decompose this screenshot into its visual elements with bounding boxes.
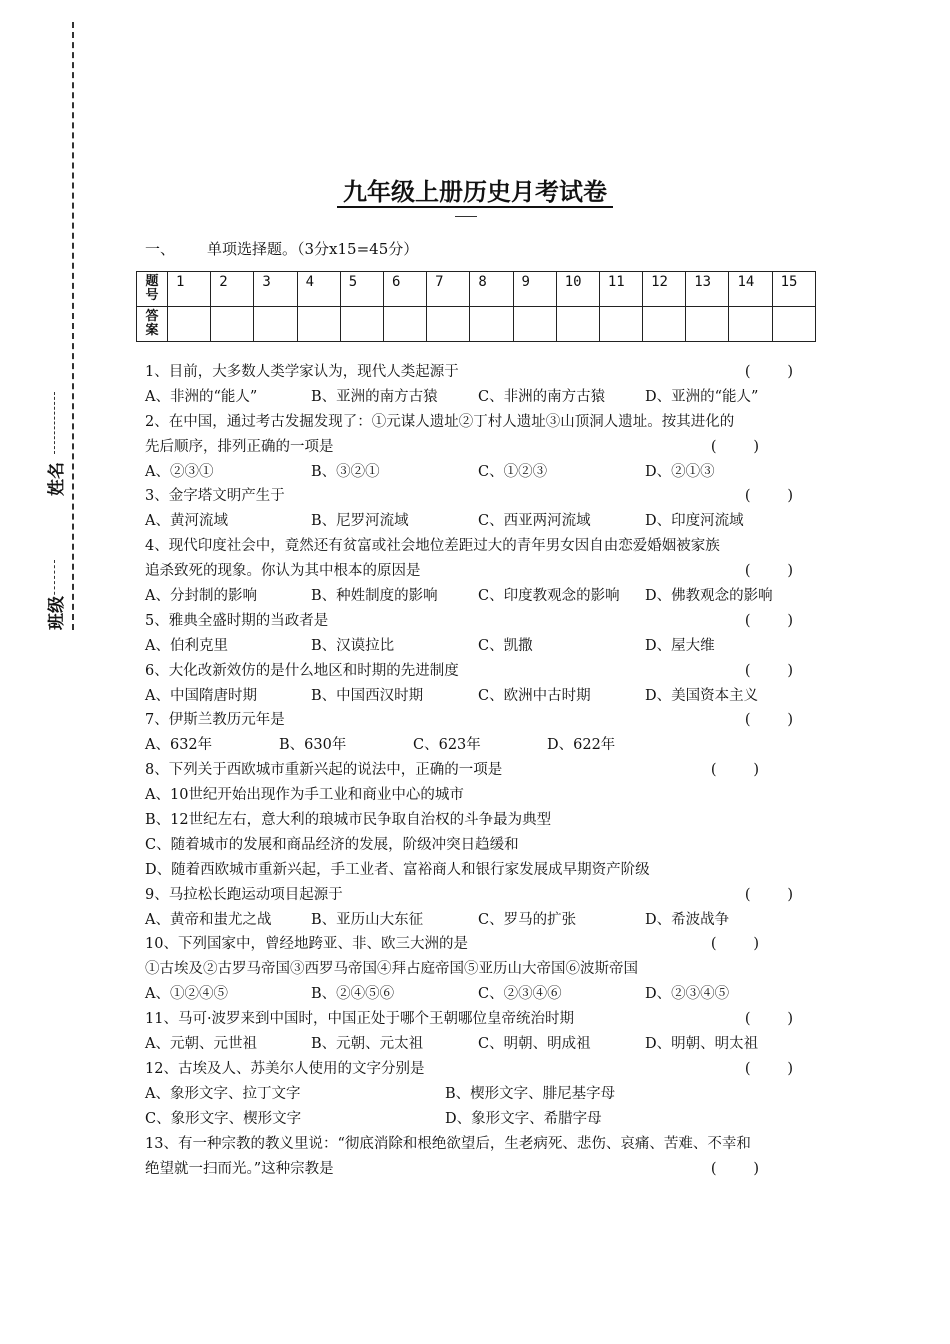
answer-blank[interactable]: ( ) (744, 1060, 793, 1077)
page-title-wrap (0, 172, 950, 207)
option-line (145, 982, 815, 1007)
question-number-cell: 14 (729, 272, 772, 307)
answer-option: C、欧洲中古时期 (478, 687, 591, 704)
section-heading (145, 238, 418, 259)
answer-option: D、象形文字、希腊字母 (445, 1110, 602, 1127)
class-blank[interactable] (54, 560, 55, 600)
question-list (145, 360, 815, 1181)
answer-option: A、黄帝和蚩尤之战 (145, 911, 272, 928)
option-line (145, 1032, 815, 1057)
question-line (145, 883, 815, 908)
question-number-cell: 3 (254, 272, 297, 307)
option-line (145, 908, 815, 933)
answer-blank[interactable]: ( ) (744, 712, 793, 729)
question-line (145, 957, 815, 982)
question-line (145, 559, 815, 584)
answer-option: C、西亚两河流域 (478, 513, 591, 530)
question-text: 5、雅典全盛时期的当政者是 (145, 612, 329, 629)
answer-cell[interactable] (211, 307, 254, 342)
question-number-row (137, 272, 816, 307)
answer-cell[interactable] (383, 307, 426, 342)
answer-cell[interactable] (599, 307, 642, 342)
answer-blank[interactable]: ( ) (744, 612, 793, 629)
binding-line (72, 22, 74, 630)
option-line (145, 1082, 815, 1107)
question-line (145, 932, 815, 957)
answer-option: D、②③④⑤ (645, 986, 730, 1003)
answer-option: D、622年 (547, 737, 616, 754)
question-text: 1、目前，大多数人类学家认为，现代人类起源于 (145, 364, 459, 380)
answer-option: B、尼罗河流域 (311, 513, 409, 530)
class-label: 班级 (47, 596, 67, 630)
question-text: 13、有一种宗教的教义里说：“彻底消除和根绝欲望后，生老病死、悲伤、哀痛、苦难、不幸和 (145, 1135, 751, 1152)
answer-option: A、②③① (145, 463, 214, 480)
title-divider (455, 216, 477, 217)
question-line (145, 534, 815, 559)
question-text: 11、马可·波罗来到中国时，中国正处于哪个王朝哪位皇帝统治时期 (145, 1011, 575, 1028)
answer-blank[interactable]: ( ) (710, 1160, 759, 1177)
answer-option: C、非洲的南方古猿 (478, 388, 606, 405)
answer-option: B、③②① (311, 463, 380, 480)
answer-cell[interactable] (643, 307, 686, 342)
answer-option: C、623年 (413, 737, 481, 754)
question-number-cell: 2 (211, 272, 254, 307)
answer-option: A、分封制的影响 (145, 588, 257, 605)
question-text: 12、古埃及人、苏美尔人使用的文字分别是 (145, 1060, 425, 1077)
question-text: 8、下列关于西欧城市重新兴起的说法中，正确的一项是 (145, 762, 503, 779)
question-line (145, 758, 815, 783)
answer-cell[interactable] (340, 307, 383, 342)
answer-option: D、屋大维 (645, 637, 715, 654)
answer-blank[interactable]: ( ) (744, 886, 793, 903)
question-line (145, 1157, 815, 1182)
answer-option: C、②③④⑥ (478, 986, 562, 1003)
question-text: D、随着西欧城市重新兴起，手工业者、富裕商人和银行家发展成早期资产阶级 (145, 861, 650, 878)
answer-option: D、亚洲的“能人” (645, 388, 759, 405)
question-text: 追杀致死的现象。你认为其中根本的原因是 (145, 563, 421, 580)
question-text: ①古埃及②古罗马帝国③西罗马帝国④拜占庭帝国⑤亚历山大帝国⑥波斯帝国 (145, 961, 638, 978)
question-number-cell: 7 (427, 272, 470, 307)
answer-cell[interactable] (254, 307, 297, 342)
answer-option: B、中国西汉时期 (311, 687, 424, 704)
answer-option: A、伯利克里 (145, 637, 228, 654)
answer-cell[interactable] (556, 307, 599, 342)
answer-option: A、非洲的“能人” (145, 388, 258, 405)
answer-blank[interactable]: ( ) (744, 1011, 793, 1028)
question-line (145, 410, 815, 435)
answer-option: B、种姓制度的影响 (311, 588, 438, 605)
option-line (145, 509, 815, 534)
answer-blank[interactable]: ( ) (744, 563, 793, 580)
question-text: 3、金字塔文明产生于 (145, 488, 285, 505)
answer-option: D、佛教观念的影响 (645, 588, 773, 605)
question-line (145, 808, 815, 833)
name-blank[interactable] (54, 392, 55, 454)
question-number-cell: 9 (513, 272, 556, 307)
answer-blank[interactable]: ( ) (744, 662, 793, 679)
answer-option: B、630年 (279, 737, 347, 754)
question-line (145, 435, 815, 460)
question-number-cell: 11 (599, 272, 642, 307)
answer-cell[interactable] (470, 307, 513, 342)
question-text: 6、大化改新效仿的是什么地区和时期的先进制度 (145, 662, 459, 679)
question-line (145, 659, 815, 684)
option-line (145, 1107, 815, 1132)
answer-option: C、①②③ (478, 463, 548, 480)
answer-option: C、罗马的扩张 (478, 911, 577, 928)
answer-option: A、黄河流域 (145, 513, 228, 530)
question-text: A、10世纪开始出现作为手工业和商业中心的城市 (145, 787, 464, 804)
question-text: B、12世纪左右，意大利的琅城市民争取自治权的斗争最为典型 (145, 812, 552, 829)
answer-option: B、亚洲的南方古猿 (311, 388, 438, 405)
question-line (145, 708, 815, 733)
answer-blank[interactable]: ( ) (744, 488, 793, 505)
answer-cell[interactable] (168, 307, 211, 342)
question-number-cell: 8 (470, 272, 513, 307)
option-line (145, 584, 815, 609)
question-number-cell: 12 (643, 272, 686, 307)
section-number: 一、 (145, 240, 176, 258)
answer-option: D、②①③ (645, 463, 715, 480)
question-number-cell: 4 (297, 272, 340, 307)
section-text: 单项选择题。（3分x15=45分） (207, 240, 419, 258)
question-number-cell: 1 (168, 272, 211, 307)
question-text: 9、马拉松长跑运动项目起源于 (145, 886, 343, 903)
answer-option: B、汉谟拉比 (311, 637, 395, 654)
name-label: 姓名 (47, 462, 67, 496)
answer-option: C、印度教观念的影响 (478, 588, 620, 605)
answer-option: C、凯撒 (478, 637, 533, 654)
answer-option: D、印度河流域 (645, 513, 744, 530)
question-line (145, 609, 815, 634)
question-number-cell: 15 (772, 272, 815, 307)
answer-option: B、楔形文字、腓尼基字母 (445, 1085, 616, 1102)
page-title: 九年级上册历史月考试卷 (337, 177, 613, 208)
answer-cell[interactable] (686, 307, 729, 342)
answer-cell[interactable] (297, 307, 340, 342)
answer-option: B、元朝、元太祖 (311, 1036, 424, 1053)
question-text: C、随着城市的发展和商品经济的发展，阶级冲突日趋缓和 (145, 836, 519, 853)
answer-option: D、美国资本主义 (645, 687, 759, 704)
answer-blank[interactable]: ( ) (710, 438, 759, 455)
row-header-answer: 答 案 (137, 307, 168, 342)
question-text: 绝望就一扫而光。”这种宗教是 (145, 1160, 334, 1177)
option-line (145, 385, 815, 410)
answer-option: D、希波战争 (645, 911, 730, 928)
answer-option: A、①②④⑤ (145, 986, 228, 1003)
question-line (145, 360, 815, 385)
option-line (145, 684, 815, 709)
question-line (145, 1132, 815, 1157)
question-line (145, 484, 815, 509)
question-number-cell: 5 (340, 272, 383, 307)
question-text: 7、伊斯兰教历元年是 (145, 712, 285, 729)
answer-blank[interactable]: ( ) (710, 936, 759, 953)
question-number-cell: 10 (556, 272, 599, 307)
answer-option: C、象形文字、楔形文字 (145, 1110, 302, 1127)
question-line (145, 833, 815, 858)
answer-option: A、中国隋唐时期 (145, 687, 257, 704)
question-text: 先后顺序，排列正确的一项是 (145, 438, 334, 455)
answer-cell[interactable] (513, 307, 556, 342)
answer-option: B、亚历山大东征 (311, 911, 424, 928)
answer-cell[interactable] (427, 307, 470, 342)
option-line (145, 733, 815, 758)
answer-row (137, 307, 816, 342)
question-number-cell: 13 (686, 272, 729, 307)
question-number-cell: 6 (383, 272, 426, 307)
question-line (145, 1057, 815, 1082)
answer-blank[interactable]: ( ) (744, 364, 793, 380)
question-text: 2、在中国，通过考古发掘发现了：①元谋人遗址②丁村人遗址③山顶洞人遗址。按其进化的 (145, 413, 735, 430)
option-line (145, 460, 815, 485)
question-line (145, 858, 815, 883)
answer-option: A、元朝、元世祖 (145, 1036, 257, 1053)
answer-option: B、②④⑤⑥ (311, 986, 395, 1003)
answer-option: A、象形文字、拉丁文字 (145, 1085, 301, 1102)
question-text: 4、现代印度社会中，竟然还有贫富或社会地位差距过大的青年男女因自由恋爱婚姻被家族 (145, 538, 720, 555)
answer-cell[interactable] (772, 307, 815, 342)
answer-blank[interactable]: ( ) (710, 762, 759, 779)
answer-table (136, 271, 816, 342)
option-line (145, 634, 815, 659)
question-line (145, 1007, 815, 1032)
row-header-number: 题 号 (137, 272, 168, 307)
answer-option: C、明朝、明成祖 (478, 1036, 591, 1053)
answer-option: D、明朝、明太祖 (645, 1036, 759, 1053)
question-text: 10、下列国家中，曾经地跨亚、非、欧三大洲的是 (145, 936, 468, 953)
answer-cell[interactable] (729, 307, 772, 342)
answer-option: A、632年 (145, 737, 213, 754)
question-line (145, 783, 815, 808)
